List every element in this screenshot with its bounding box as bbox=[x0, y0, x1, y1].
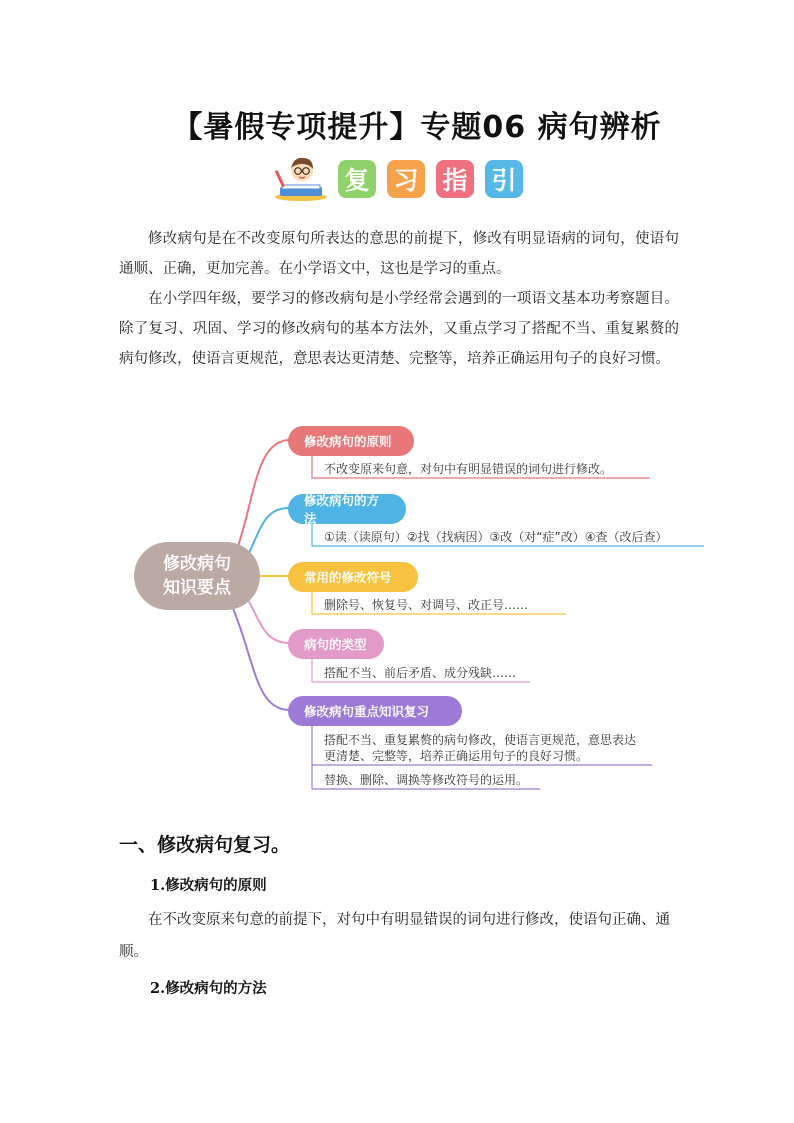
subsection-principle-body: 在不改变原来句意的前提下，对句中有明显错误的词句进行修改，使语句正确、通顺。 bbox=[119, 912, 670, 960]
leaf-symbols: 删除号、恢复号、对调号、改正号…… bbox=[324, 598, 529, 612]
leaf-method: ①读（读原句）②找（找病因）③改（对“症”改）④查（改后查） bbox=[324, 530, 668, 544]
branch-method: 修改病句的方法 bbox=[288, 494, 406, 524]
branch-principle: 修改病句的原则 bbox=[288, 426, 414, 456]
branch-review: 修改病句重点知识复习 bbox=[288, 696, 462, 726]
guide-tiles bbox=[338, 160, 523, 198]
center-line-2: 知识要点 bbox=[163, 578, 231, 598]
center-line-1: 修改病句 bbox=[163, 554, 231, 574]
leaf-review-3: 替换、删除、调换等修改符号的运用。 bbox=[324, 773, 529, 787]
branch-types: 病句的类型 bbox=[288, 629, 384, 659]
mindmap-center-node bbox=[134, 542, 260, 610]
page-title: 【暑假专项提升】专题06 病句辨析 bbox=[172, 110, 662, 145]
branch-symbols: 常用的修改符号 bbox=[288, 562, 418, 592]
student-reading-icon bbox=[272, 156, 330, 202]
leaf-principle: 不改变原来句意，对句中有明显错误的词句进行修改。 bbox=[324, 462, 613, 476]
leaf-review-2: 更清楚、完整等，培养正确运用句子的良好习惯。 bbox=[324, 749, 589, 763]
subsection-method-heading: 2.修改病句的方法 bbox=[150, 980, 267, 997]
guide-tile-1: 习 bbox=[387, 160, 425, 198]
guide-tile-2: 指 bbox=[436, 160, 474, 198]
section-heading: 一、修改病句复习。 bbox=[119, 834, 291, 856]
leaf-review-1: 搭配不当、重复累赘的病句修改，使语言更规范，意思表达 bbox=[324, 733, 637, 747]
guide-tile-3: 引 bbox=[485, 160, 523, 198]
review-guide-banner bbox=[272, 156, 523, 202]
intro-paragraph-1: 修改病句是在不改变原句所表达的意思的前提下，修改有明显语病的词句，使语句通顺、正确，更加完善。在小学语文中，这也是学习的重点。 bbox=[119, 231, 679, 277]
intro-paragraph-2: 在小学四年级，要学习的修改病句是小学经常会遇到的一项语文基本功考察题目。除了复习、巩固、学习的修改病句的基本方法外，又重点学习了搭配不当、重复累赘的病句修改，使语言更规范，意思表达更清楚、完整等，培养正确运用句子的良好习惯。 bbox=[119, 291, 679, 367]
subsection-principle-heading: 1.修改病句的原则 bbox=[150, 877, 267, 894]
intro-text bbox=[119, 224, 679, 374]
guide-tile-0: 复 bbox=[338, 160, 376, 198]
leaf-types: 搭配不当、前后矛盾、成分残缺…… bbox=[324, 666, 517, 680]
